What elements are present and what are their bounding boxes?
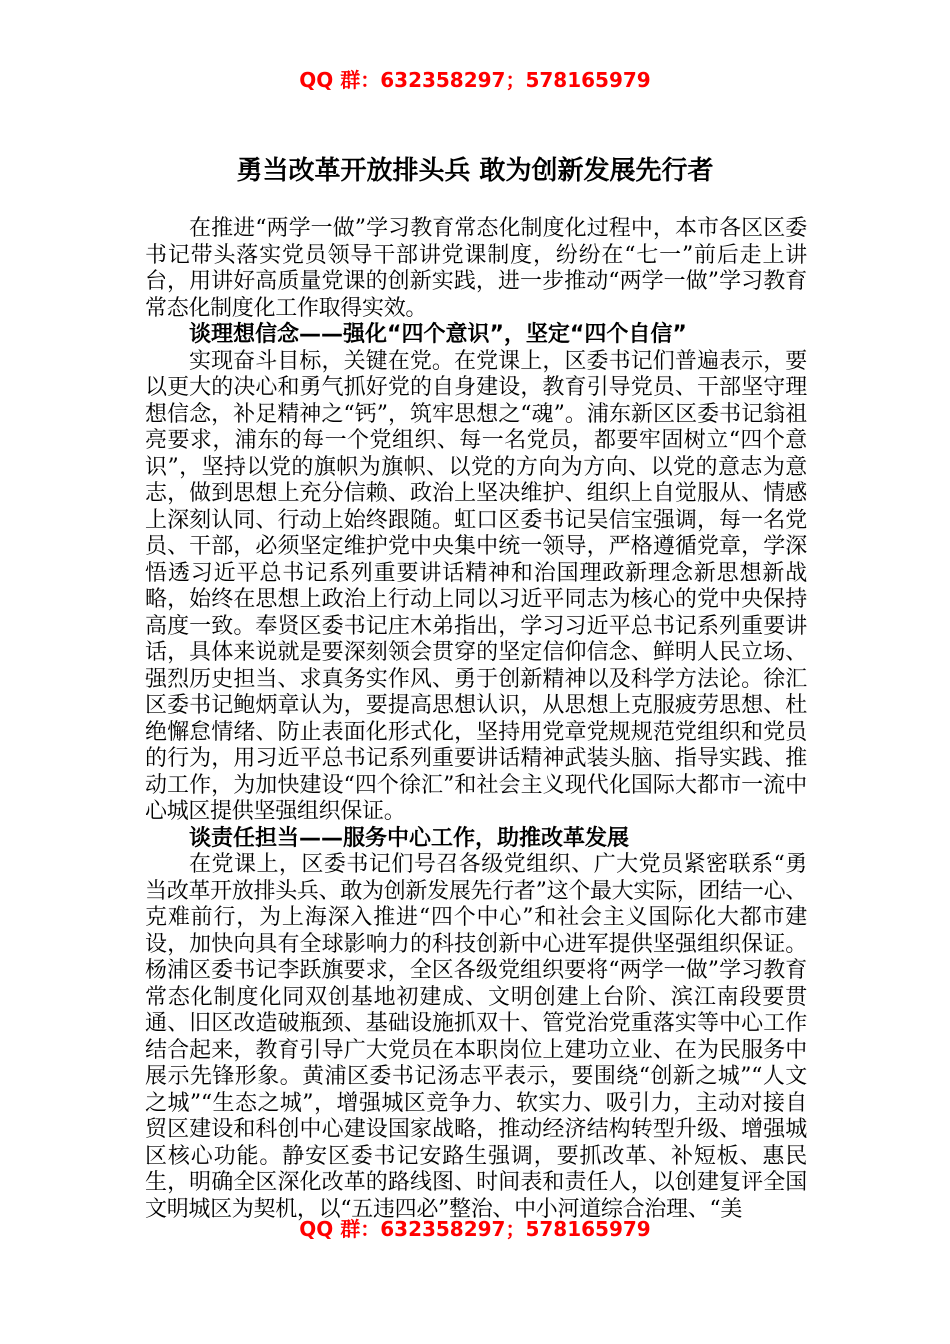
- section-heading-ideals: 谈理想信念——强化“四个意识”，坚定“四个自信”: [189, 322, 687, 347]
- document-title: 勇当改革开放排头兵 敢为创新发展先行者: [236, 156, 714, 186]
- qq-group-watermark-top: QQ 群：632358297；578165979: [299, 68, 651, 92]
- section-heading-responsibility: 谈责任担当——服务中心工作，助推改革发展: [189, 825, 630, 851]
- body-paragraph-responsibility: 在党课上，区委书记们号召各级党组织、广大党员紧密联系“勇当改革开放排头兵、敢为创新发展先行者”这个最大实际，团结一心、克难前行，为上海深入推进“四个中心”和社会主义国际化大都市建设，加快向具有全球影响力的科技创新中心进军提供坚强组织保证。杨浦区委书记李跃旗要求，全区各级党组织要将“两学一做”学习教育常态化制度化同双创基地初建成、文明创建上台阶、滨江南段要贯通、旧区改造破瓶颈、基础设施抓双十、管党治党重落实等中心工作结合起来，教育引导广大党员在本职岗位上建功立业、在为民服务中展示先锋形象。黄浦区委书记汤志平表示，要围绕“创新之城”“人文之城”“生态之城”，增强城区竞争力、软实力、吸引力，主动对接自贸区建设和科创中心建设国家战略，推动经济结构转型升级、增强城区核心功能。静安区委书记安路生强调，要抓改革、补短板、惠民生，明确全区深化改革的路线图、时间表和责任人，以创建复评全国文明城区为契机，以“五违四必”整治、中小河道综合治理、“美: [145, 852, 807, 1222]
- document-body: [145, 216, 807, 1223]
- intro-paragraph: 在推进“两学一做”学习教育常态化制度化过程中，本市各区区委书记带头落实党员领导干部讲党课制度，纷纷在“七一”前后走上讲台，用讲好高质量党课的创新实践，进一步推动“两学一做”学习教育常态化制度化工作取得实效。: [145, 216, 807, 321]
- body-paragraph-ideals: 实现奋斗目标，关键在党。在党课上，区委书记们普遍表示，要以更大的决心和勇气抓好党的自身建设，教育引导党员、干部坚守理想信念，补足精神之“钙”，筑牢思想之“魂”。浦东新区区委书记翁祖亮要求，浦东的每一个党组织、每一名党员，都要牢固树立“四个意识”，坚持以党的旗帜为旗帜、以党的方向为方向、以党的意志为意志，做到思想上充分信赖、政治上坚决维护、组织上自觉服从、情感上深刻认同、行动上始终跟随。虹口区委书记吴信宝强调，每一名党员、干部，必须坚定维护党中央集中统一领导，严格遵循党章，学深悟透习近平总书记系列重要讲话精神和治国理政新理念新思想新战略，始终在思想上政治上行动上同以习近平同志为核心的党中央保持高度一致。奉贤区委书记庄木弟指出，学习习近平总书记系列重要讲话，具体来说就是要深刻领会贯穿的坚定信仰信念、鲜明人民立场、强烈历史担当、求真务实作风、勇于创新精神以及科学方法论。徐汇区委书记鲍炳章认为，要提高思想认识，从思想上克服疲劳思想、杜绝懈怠情绪、防止表面化形式化，坚持用党章党规规范党组织和党员的行为，用习近平总书记系列重要讲话精神武装头脑、指导实践、推动工作，为加快建设“四个徐汇”和社会主义现代化国际大都市一流中心城区提供坚强组织保证。: [145, 348, 807, 824]
- qq-group-watermark-bottom: QQ 群：632358297；578165979: [299, 1217, 651, 1241]
